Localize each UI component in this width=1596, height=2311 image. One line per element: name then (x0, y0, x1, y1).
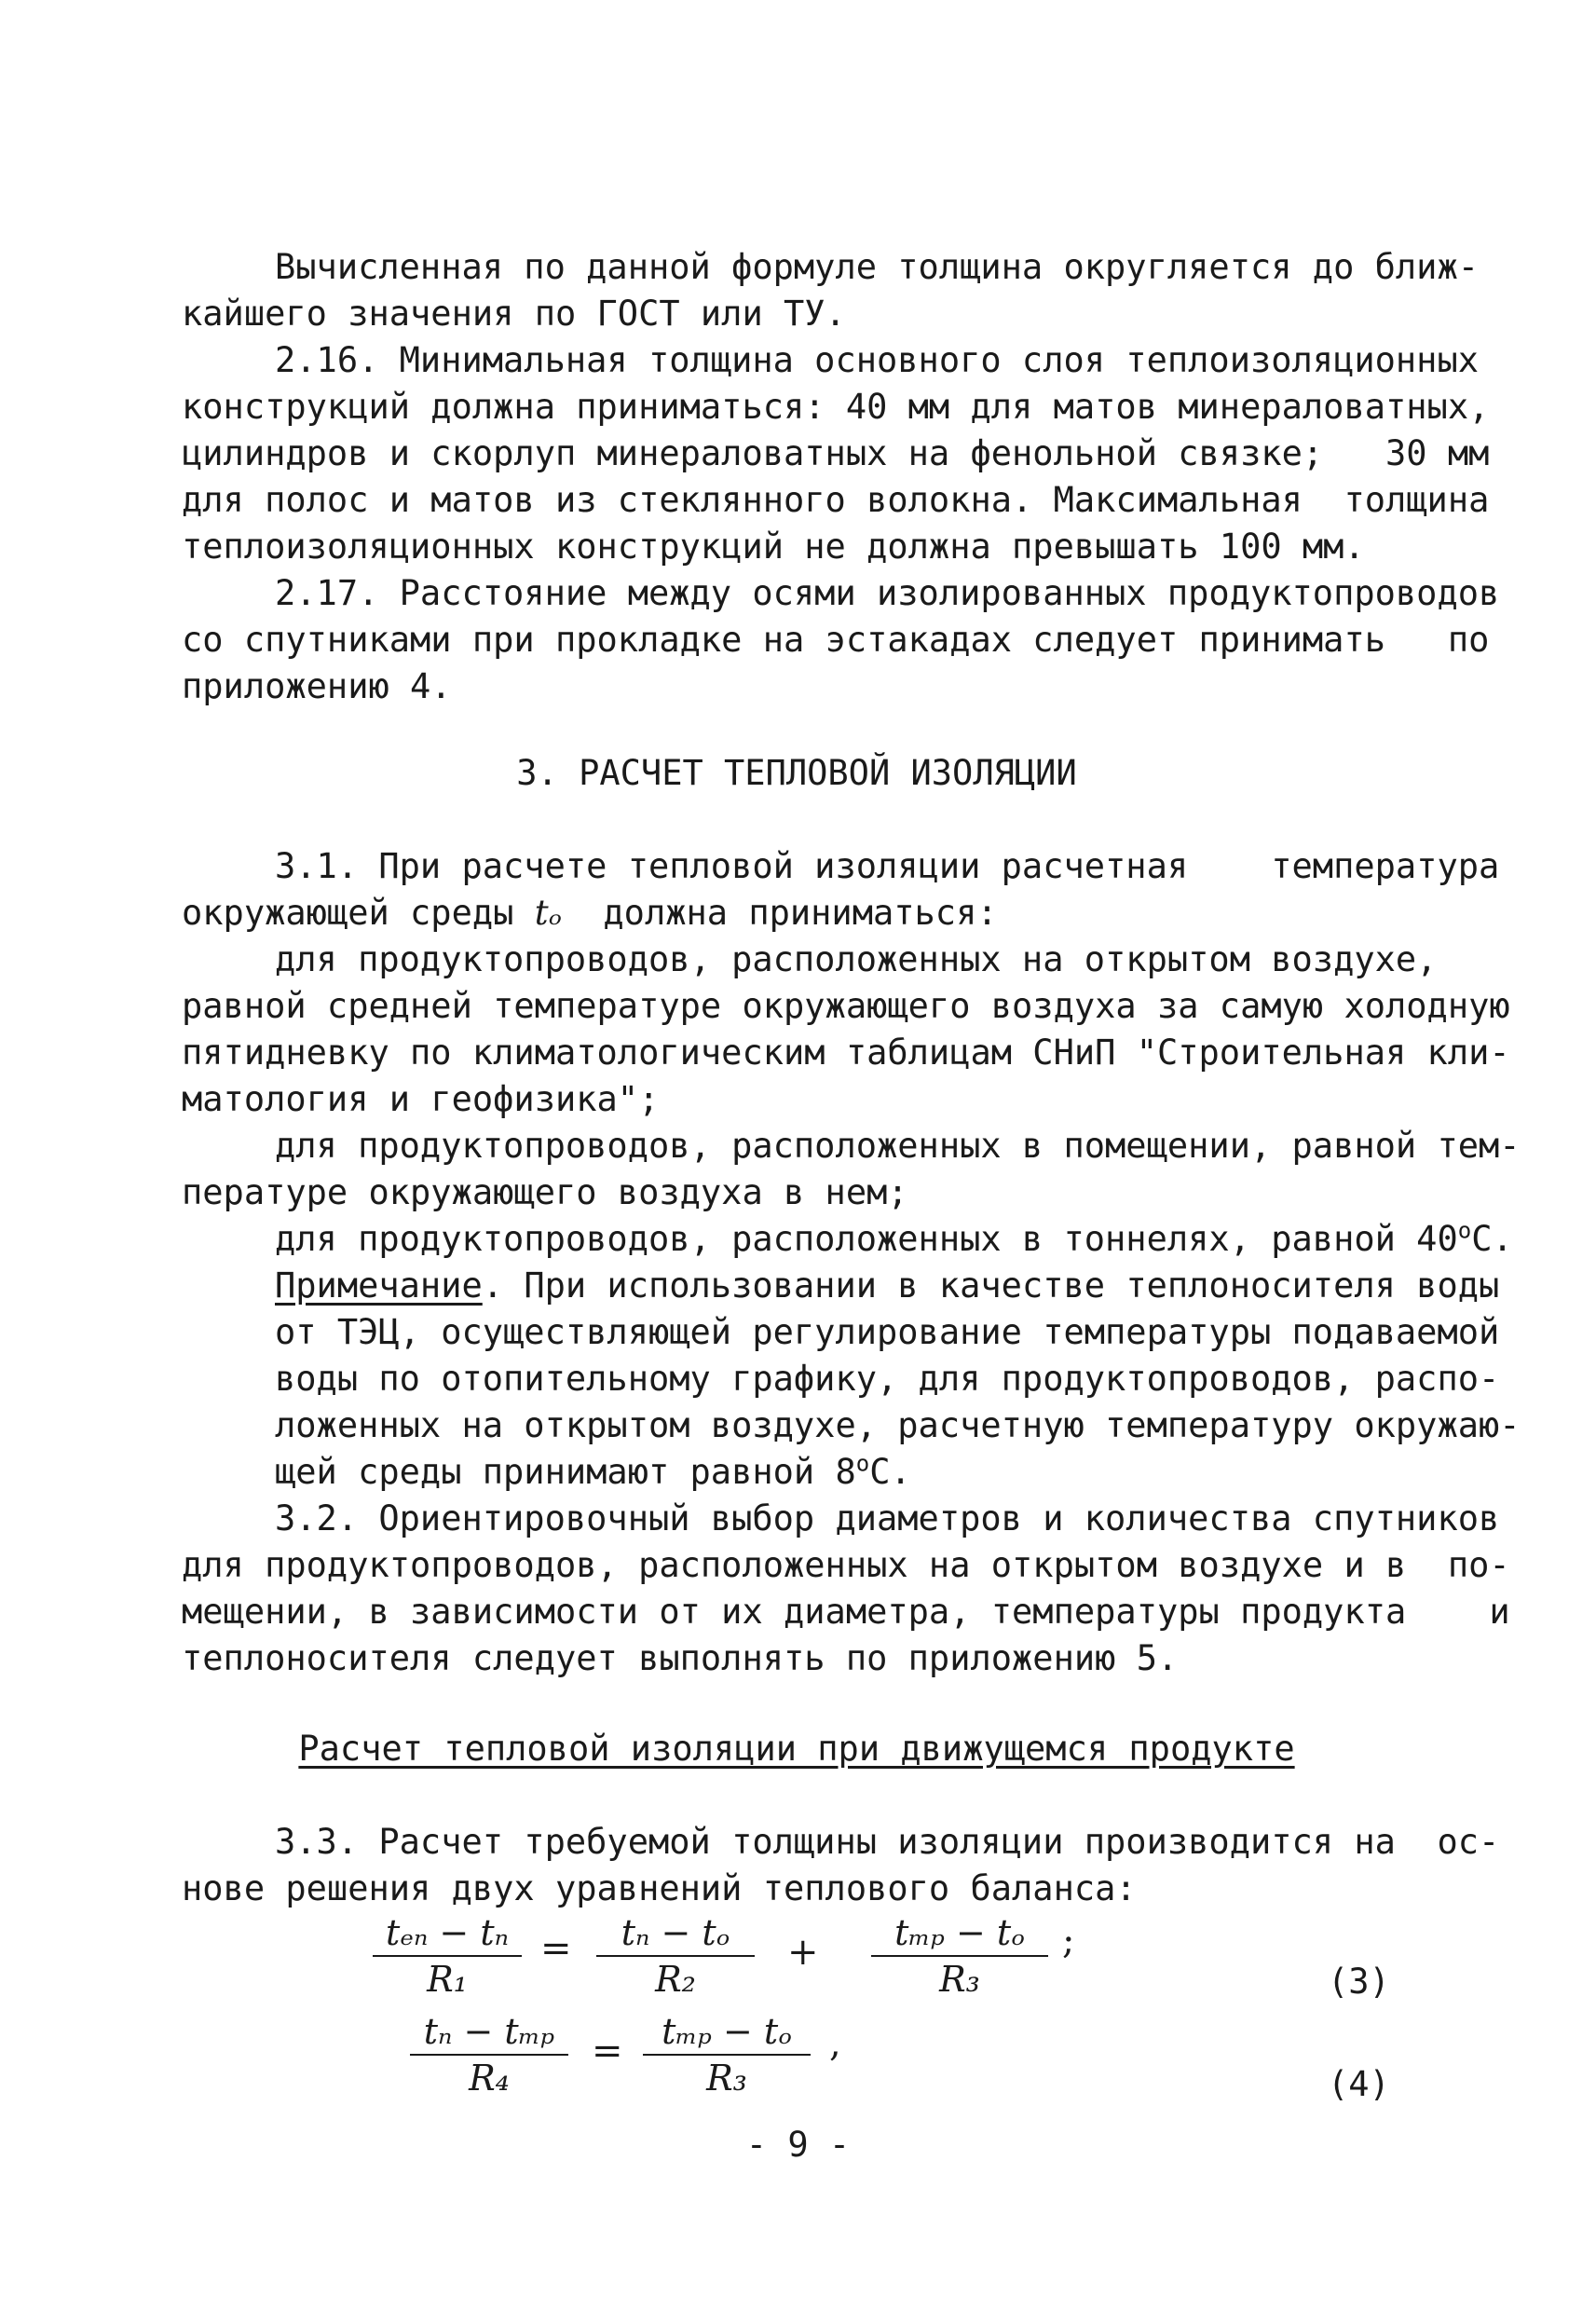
text-line: теплоизоляционных конструкций не должна превышать 100 мм. (182, 526, 1365, 567)
text-line: приложению 4. (182, 666, 452, 706)
text-line: для полос и матов из стеклянного волокна. Максимальная толщина (182, 480, 1490, 520)
text-line: от ТЭЦ, осуществляющей регулирование температуры подаваемой (275, 1312, 1500, 1352)
note-label: Примечание (275, 1265, 483, 1306)
numerator: tₘₚ − tₒ (871, 1912, 1048, 1957)
text-line: воды по отопительному графику, для продуктопроводов, распо- (275, 1359, 1500, 1399)
text-line: для продуктопроводов, расположенных на открытом воздухе и в по- (182, 1545, 1510, 1585)
text-line: пятидневку по климатологическим таблицам СНиП "Строительная кли- (182, 1032, 1510, 1073)
text-line: матология и геофизика"; (182, 1079, 660, 1119)
numerator: tₑₙ − tₙ (373, 1912, 522, 1957)
text-line: 3.2. Ориентировочный выбор диаметров и количества спутников (275, 1498, 1500, 1538)
text-line: ложенных на открытом воздухе, расчетную температуру окружаю- (275, 1405, 1521, 1445)
fraction (410, 2011, 568, 2099)
denominator: R₄ (469, 2058, 510, 2099)
comma: , (829, 2022, 841, 2065)
denominator: R₂ (655, 1959, 696, 2000)
text-line: мещении, в зависимости от их диаметра, температуры продукта и (182, 1592, 1510, 1632)
page-number: - 9 - (745, 2125, 851, 2165)
fraction (643, 2011, 811, 2099)
plus-sign: + (787, 1931, 819, 1974)
text-line (182, 890, 1412, 937)
numerator: tₘₚ − tₒ (643, 2011, 811, 2056)
text-line (275, 1216, 1513, 1263)
equals-sign: = (540, 1927, 572, 1970)
fraction (596, 1912, 755, 2000)
subsection-heading (182, 1726, 1412, 1772)
text-line: для продуктопроводов, расположенных на открытом воздухе, (275, 939, 1438, 979)
degree-sign: o (855, 1450, 870, 1477)
equation-number: (3) (1328, 1962, 1390, 2002)
text-fragment: . При использовании в качестве теплоносителя воды (482, 1265, 1500, 1306)
text-line: для продуктопроводов, расположенных в помещении, равной тем- (275, 1126, 1521, 1166)
semicolon: ; (1062, 1920, 1075, 1962)
text-fragment: для продуктопроводов, расположенных в тоннелях, равной 40 (275, 1219, 1458, 1259)
subsection-heading-text: Расчет тепловой изоляции при движущемся продукте (298, 1729, 1295, 1769)
numerator: tₙ − tₘₚ (410, 2011, 568, 2056)
equals-sign: = (592, 2030, 623, 2072)
denominator: R₁ (427, 1959, 468, 2000)
text-line: кайшего значения по ГОСТ или ТУ. (182, 294, 846, 334)
text-fragment: окружающей среды (182, 893, 514, 933)
text-fragment: должна приниматься: (603, 893, 998, 933)
text-line: Вычисленная по данной формуле толщина округляется до ближ- (275, 247, 1480, 287)
fraction (871, 1912, 1048, 2000)
text-line: 3.3. Расчет требуемой толщины изоляции производится на ос- (275, 1822, 1500, 1862)
numerator: tₙ − tₒ (596, 1912, 755, 1957)
text-line: конструкций должна приниматься: 40 мм для матов минераловатных, (182, 387, 1490, 427)
symbol-t0: tₒ (534, 893, 562, 933)
text-line: 3.1. При расчете тепловой изоляции расчетная температура (275, 846, 1500, 886)
denominator: R₃ (939, 1959, 980, 2000)
text-line: 2.17. Расстояние между осями изолированных продуктопроводов (275, 573, 1500, 613)
text-line (275, 1449, 1412, 1496)
text-line: пературе окружающего воздуха в нем; (182, 1172, 908, 1212)
denominator: R₃ (706, 2058, 747, 2099)
equation-number: (4) (1328, 2064, 1390, 2104)
degree-sign: o (1457, 1217, 1472, 1244)
text-fragment: C. (1471, 1219, 1513, 1259)
text-line: равной средней температуре окружающего воздуха за самую холодную (182, 986, 1510, 1026)
text-line (275, 1263, 1500, 1309)
text-line: теплоносителя следует выполнять по приложению 5. (182, 1638, 1179, 1678)
text-line: со спутниками при прокладке на эстакадах следует принимать по (182, 620, 1490, 660)
text-line: цилиндров и скорлуп минераловатных на фенольной связке; 30 мм (182, 433, 1490, 473)
text-line: нове решения двух уравнений теплового баланса: (182, 1868, 1137, 1908)
fraction (373, 1912, 522, 2000)
text-line: 2.16. Минимальная толщина основного слоя теплоизоляционных (275, 340, 1480, 380)
text-fragment: C. (869, 1452, 911, 1492)
text-fragment: щей среды принимают равной 8 (275, 1452, 856, 1492)
section-heading: 3. РАСЧЕТ ТЕПЛОВОЙ ИЗОЛЯЦИИ (516, 753, 1077, 793)
